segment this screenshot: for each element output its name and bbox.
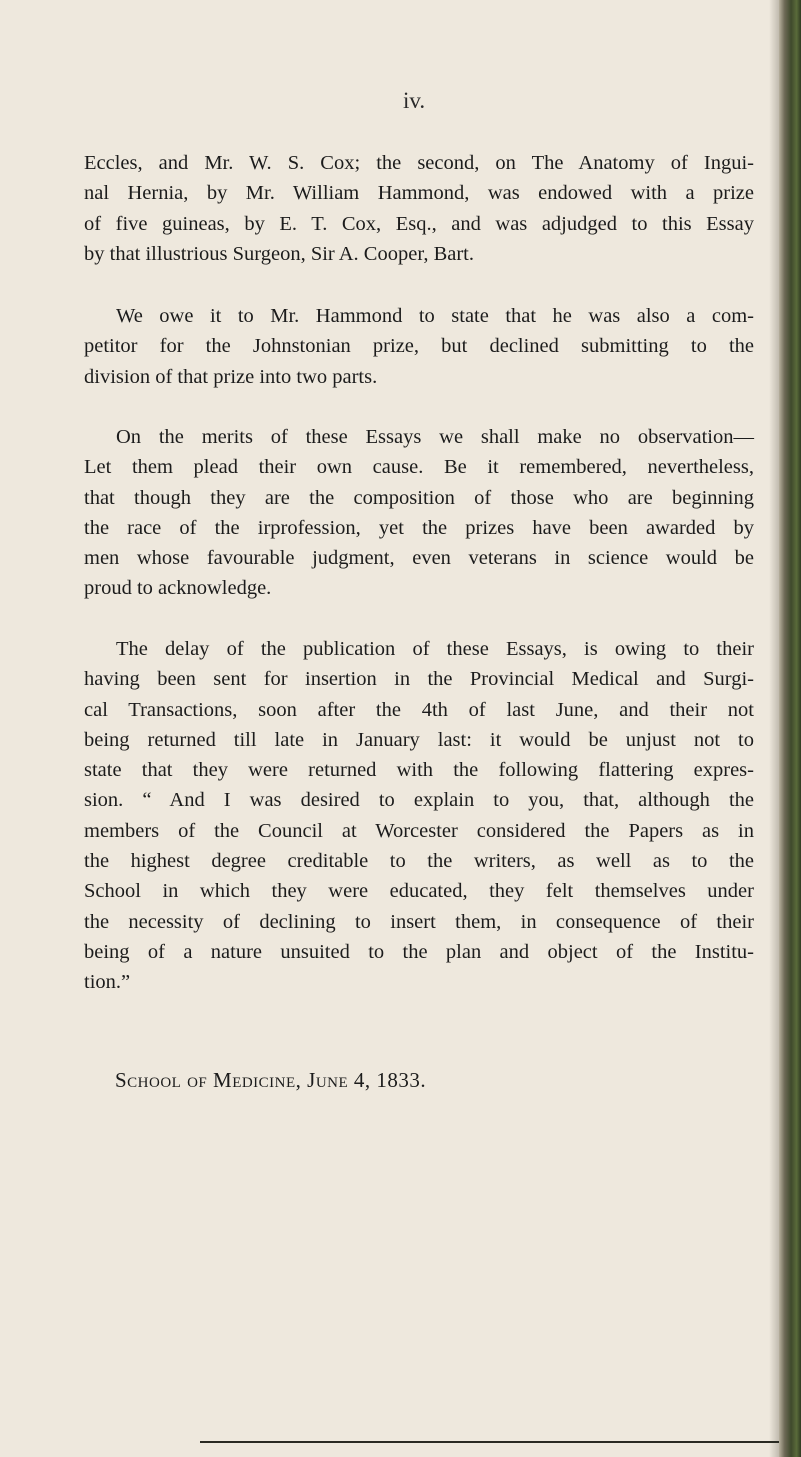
bottom-rule: [200, 1441, 779, 1443]
signature-line: School of Medicine, June 4, 1833.: [115, 1068, 427, 1092]
paragraph-line: The delay of the publication of these Essays, is owing to their: [116, 638, 754, 660]
paragraph-line: of five guineas, by E. T. Cox, Esq., and was adjudged to this Essay: [84, 212, 754, 235]
paragraph-line: Let them plead their own cause. Be it remembered, nevertheless,: [84, 456, 754, 479]
binding-shadow: [769, 0, 779, 1457]
paragraph-1: [84, 148, 754, 269]
paragraph-line: that though they are the composition of those who are beginning: [84, 486, 754, 509]
paragraph-line: proud to acknowledge.: [84, 577, 272, 600]
paragraph-line: petitor for the Johnstonian prize, but declined submitting to the: [84, 335, 754, 358]
paragraph-line: being returned till late in January last: it would be unjust not to: [84, 728, 754, 751]
page-number: iv.: [403, 88, 426, 113]
paragraph-line: tion.”: [84, 971, 131, 994]
paragraph-line: members of the Council at Worcester considered the Papers as in: [84, 819, 754, 842]
paragraph-line: sion. “ And I was desired to explain to you, that, although the: [84, 789, 754, 812]
paragraph-line: the highest degree creditable to the writers, as well as to the: [84, 850, 754, 873]
paragraph-line: the race of the irprofession, yet the prizes have been awarded by: [84, 516, 754, 539]
paragraph-line: state that they were returned with the following flattering expres-: [84, 759, 754, 782]
paragraph-line: the necessity of declining to insert them, in consequence of their: [84, 910, 754, 933]
paragraph-line: division of that prize into two parts.: [84, 365, 378, 388]
paragraph-line: We owe it to Mr. Hammond to state that he was also a com-: [116, 305, 754, 327]
paragraph-line: nal Hernia, by Mr. William Hammond, was endowed with a prize: [84, 182, 754, 205]
paragraph-line: being of a nature unsuited to the plan and object of the Institu-: [84, 940, 754, 963]
paragraph-line: School in which they were educated, they felt themselves under: [84, 880, 754, 903]
paragraph-line: men whose favourable judgment, even veterans in science would be: [84, 547, 754, 570]
book-binding-edge: [779, 0, 801, 1457]
paragraph-line: cal Transactions, soon after the 4th of last June, and their not: [84, 698, 754, 721]
paragraph-line: Eccles, and Mr. W. S. Cox; the second, on The Anatomy of Ingui-: [84, 152, 754, 174]
paragraph-line: On the merits of these Essays we shall make no observation—: [116, 426, 754, 448]
paragraph-line: having been sent for insertion in the Provincial Medical and Surgi-: [84, 668, 754, 691]
paragraph-3: [84, 422, 754, 604]
paragraph-line: by that illustrious Surgeon, Sir A. Cooper, Bart.: [84, 242, 475, 265]
paragraph-2: [84, 301, 754, 392]
paragraph-4: [84, 634, 754, 998]
